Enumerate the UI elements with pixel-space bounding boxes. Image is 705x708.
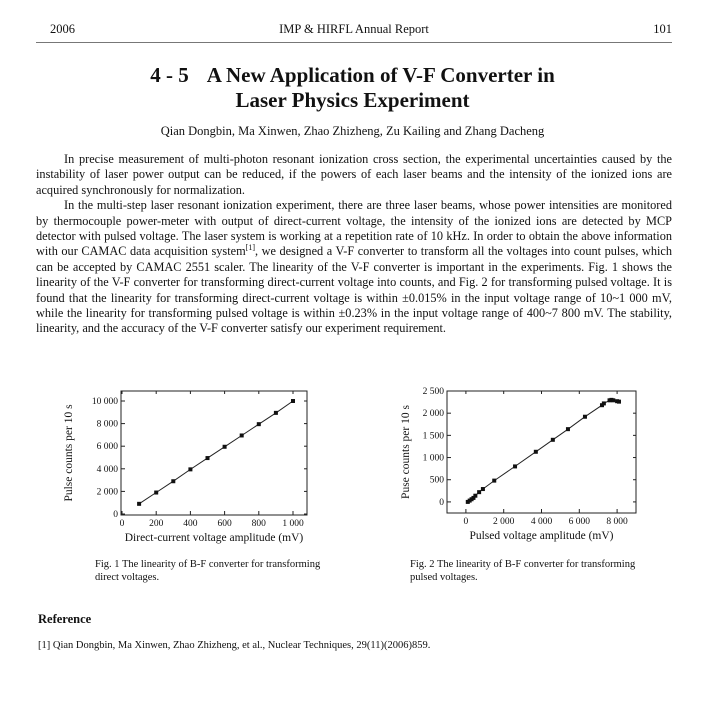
paragraph-1: In precise measurement of multi-photon resonant ionization cross section, the experimental uncertainties caused by the instability of laser power output can be reduced, if the powers of each laser beams and the intensity of the ionized ions are acquired synchronously for normalization. [36,152,672,197]
paragraph-2-part-2: , we designed a V-F converter to transform all the voltages into count pulses, which can be accepted by CAMAC 2551 scaler. The linearity of the V-F converter is important in the experiments. Fig. 1 shows the linearity of the V-F converter for transforming direct-current voltage into counts, and Fig. 2 for transforming pulsed voltage. It is found that the linearity for transforming direct-current voltage is within ±0.015% in the input voltage range of 10~1 000 mV, while the linearity for transforming pulsed voltage is within ±0.23% in the input voltage range of 400~7 800 mV. The stability, linearity, and the accuracy of the V-F converter satisfy our experiment requirement. [36,244,672,336]
data-point [611,398,615,402]
data-point [617,400,621,404]
data-point [481,487,485,491]
figure-1-caption: Fig. 1 The linearity of B-F converter for transforming direct voltages. [95,559,321,583]
data-point [223,445,227,449]
series-line [468,400,619,502]
data-point [583,415,587,419]
title-line-2: Laser Physics Experiment [235,88,470,112]
data-point [257,422,261,426]
authors: Qian Dongbin, Ma Xinwen, Zhao Zhizheng, Zu Kailing and Zhang Dacheng [160,124,545,138]
header-page-number: 101 [653,22,672,36]
data-point [477,490,481,494]
y-tick-label: 2 000 [422,409,444,420]
x-tick-label: 600 [217,519,232,529]
data-point [602,401,606,405]
y-tick-label: 0 [439,497,444,508]
data-point [206,456,210,460]
figure-2 [395,385,655,545]
paragraph-2-part-1: In the multi-step laser resonant ionization experiment, there are three laser beams, whose power intensities are monitored by thermocouple power-meter with output of direct-current voltage, the intensity of the ionized ions are detected by MCP detector with pulsed voltage. The laser system is working at a repetition rate of 10 kHz. In order to obtain the above information with our CAMAC data acquisition system [36,198,672,259]
article-number: 4 - 5 [150,63,189,87]
data-point [551,438,555,442]
header-journal: IMP & HIRFL Annual Report [279,22,429,36]
y-tick-label: 1 500 [422,431,444,442]
y-axis-label: Pulse counts per 10 s [63,404,75,502]
reference-item-1: [1] Qian Dongbin, Ma Xinwen, Zhao Zhizheng, et al., Nuclear Techniques, 29(11)(2006)859. [38,640,431,651]
data-point [566,427,570,431]
data-point [171,479,175,483]
data-point [274,411,278,415]
x-tick-label: 2 000 [493,517,515,527]
y-tick-label: 8 000 [96,419,118,430]
figure-1-chart [60,385,320,545]
running-header [36,22,672,38]
y-tick-label: 4 000 [96,464,118,475]
data-point [492,479,496,483]
x-tick-label: 4 000 [530,517,553,527]
header-year: 2006 [50,22,75,36]
series-line [139,401,293,504]
data-point [513,464,517,468]
data-point [154,491,158,495]
citation-1[interactable]: [1] [245,243,255,253]
article-title [0,63,705,113]
x-tick-label: 8 000 [606,517,628,527]
x-tick-label: 6 000 [568,517,590,527]
reference-heading: Reference [38,612,92,626]
data-point [240,433,244,437]
data-point [534,450,538,454]
y-tick-label: 6 000 [96,442,118,453]
y-tick-label: 0 [113,510,118,520]
y-tick-label: 1 000 [422,453,444,464]
article-body [36,152,672,337]
plot-frame [121,391,307,515]
data-point [188,467,192,471]
y-tick-label: 2 500 [422,387,444,397]
figure-1 [60,385,320,545]
data-point [137,502,141,506]
data-point [473,494,477,498]
x-tick-label: 200 [149,519,164,529]
x-tick-label: 0 [463,517,469,527]
data-point [291,399,295,403]
title-line-1: A New Application of V-F Converter in [206,63,555,87]
x-tick-label: 400 [183,519,198,529]
figure-2-chart [395,385,655,545]
x-axis-label: Pulsed voltage amplitude (mV) [469,530,614,542]
paragraph-2 [36,198,672,337]
x-tick-label: 1 000 [282,519,304,529]
header-rule [36,42,672,43]
x-tick-label: 800 [251,519,266,529]
x-tick-label: 0 [119,519,125,529]
x-axis-label: Direct-current voltage amplitude (mV) [124,532,304,544]
y-tick-label: 500 [429,475,444,486]
figure-2-caption: Fig. 2 The linearity of B-F converter for transforming pulsed voltages. [410,559,636,583]
y-axis-label: Puse counts per 10 s [400,405,412,499]
y-tick-label: 2 000 [96,487,118,498]
y-tick-label: 10 000 [91,397,118,407]
